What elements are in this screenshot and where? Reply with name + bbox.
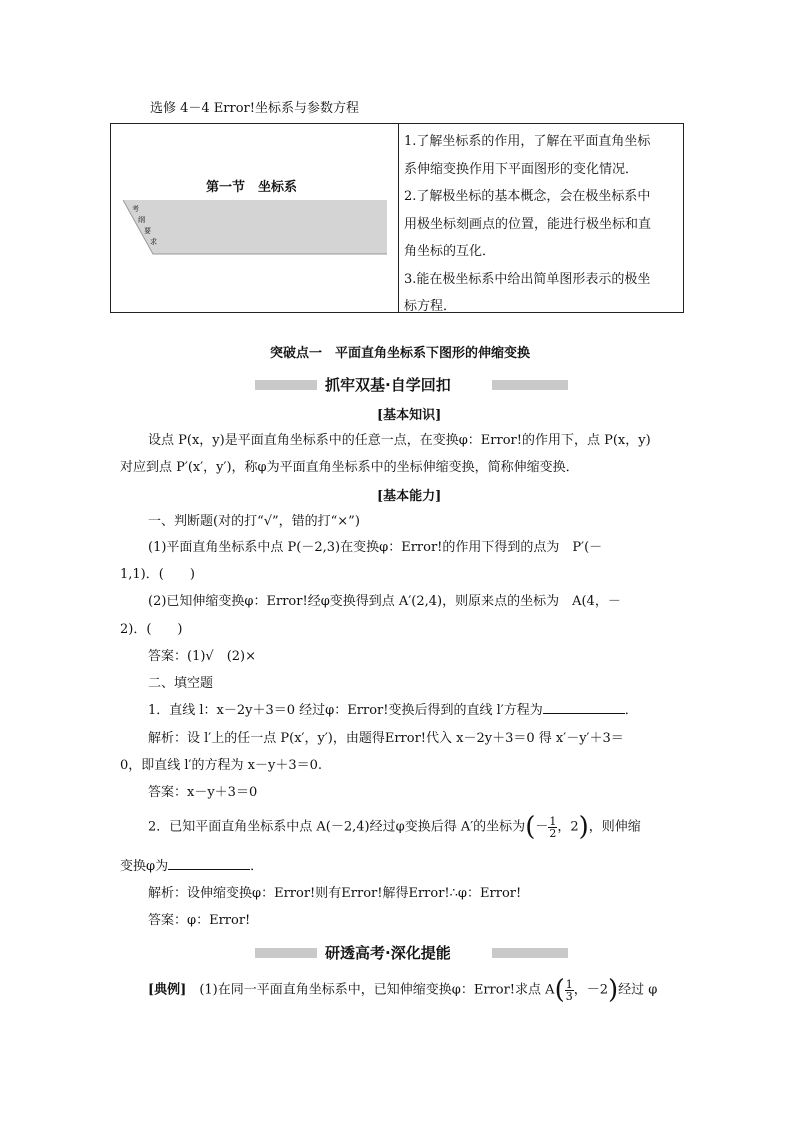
fraction-denominator: 3 [565, 989, 573, 1003]
tab-char-3: 要 [144, 227, 151, 235]
requirement-line: 用极坐标刻画点的位置，能进行极坐标和直 [404, 216, 652, 232]
example-line: [典例] (1)在同一平面直角坐标系中，已知伸缩变换φ：Error!求点 A( $\frac{1}{3}$，－2)经过 φ [148, 975, 658, 1005]
fraction-numerator: 1 [549, 814, 557, 828]
judge-q2-line1: (2)已知伸缩变换φ：Error!经φ变换得到点 A′(2,4)，则原来点的坐标为 A(4，－ [148, 594, 621, 609]
judge-q1-line1: (1)平面直角坐标系中点 P(－2,3)在变换φ：Error!的作用下得到的点为 P′(－ [148, 540, 603, 555]
fraction-denominator: 2 [549, 826, 557, 840]
knowledge-line-2: 对应到点 P′(x′，y′)，称φ为平面直角坐标系中的坐标伸缩变换，简称伸缩变换． [120, 460, 579, 475]
coord-tail: ，－2 [573, 982, 608, 998]
banner-left-text: 研透高考· [325, 944, 391, 962]
basic-ability-label: [基本能力] [377, 489, 442, 504]
fill-q1-solution-line2: 0，即直线 l′的方程为 x－y＋3＝0. [120, 758, 322, 773]
fill-q2-answer: 答案：φ：Error! [148, 913, 251, 928]
fill-q2-line2-end: ． [250, 859, 264, 874]
knowledge-line-1: 设点 P(x，y)是平面直角坐标系中的任意一点，在变换φ：Error!的作用下，点 P(x，y) [148, 433, 651, 448]
banner-left-text: 抓牢双基· [325, 376, 391, 394]
syllabus-table [110, 123, 684, 313]
tab-char-4: 求 [150, 238, 157, 246]
fill-q2-line1: 2．已知平面直角坐标系中点 A(－2,4)经过φ变换后得 A′的坐标为(－ $\frac{1}{2}$，2)，则伸缩 [148, 812, 641, 842]
fill-q2-text-after: ，则伸缩 [588, 819, 641, 835]
banner-right-text: 自学回扣 [390, 376, 451, 394]
coord-tail: ，2 [557, 819, 579, 835]
syllabus-tab-shape [123, 200, 389, 258]
banner-right-text: 深化提能 [390, 944, 451, 962]
requirement-line: 3.能在极坐标系中给出简单图形表示的极坐 [404, 271, 651, 287]
fill-q1-solution-line1: 解析：设 l′上的任一点 P(x′，y′)，由题得Error!代入 x－2y＋3＝0 得 x′－y′＋3＝ [148, 731, 624, 746]
example-label: [典例] [148, 982, 187, 998]
fraction [565, 979, 574, 1002]
fill-q1-answer: 答案：x－y＋3＝0 [148, 785, 258, 800]
banner-deepen [255, 942, 568, 962]
fill-q1-end: ． [624, 703, 638, 718]
tab-char-2: 纲 [138, 216, 145, 224]
fill-q1 [148, 699, 638, 718]
chapter-title: 选修 4－4 Error!坐标系与参数方程 [150, 101, 359, 116]
fill-title: 二、填空题 [148, 676, 214, 691]
answer-blank [168, 857, 250, 870]
basic-knowledge-label: [基本知识] [377, 408, 442, 423]
fill-q1-text: 1．直线 l：x－2y＋3＝0 经过φ：Error!变换后得到的直线 l′方程为 [148, 703, 543, 718]
requirements-list [404, 128, 651, 321]
example-text-after: 经过 φ [618, 982, 658, 998]
fraction [548, 816, 557, 839]
section-title: 第一节 坐标系 [206, 180, 298, 195]
banner-self-study [255, 374, 568, 394]
requirement-line: 1.了解坐标系的作用，了解在平面直角坐标 [404, 134, 651, 149]
example-text: (1)在同一平面直角坐标系中，已知伸缩变换φ：Error!求点 A [199, 982, 555, 998]
fill-q2-line2 [120, 855, 263, 874]
table-divider [398, 124, 399, 312]
judge-title: 一、判断题(对的打“√”，错的打“×”) [148, 514, 360, 529]
point-heading: 突破点一 平面直角坐标系下图形的伸缩变换 [270, 346, 531, 361]
fill-q2-line2-text: 变换φ为 [120, 859, 169, 874]
requirement-line: 2.了解极坐标的基本概念，会在极坐标系中 [404, 189, 651, 204]
requirement-line: 角坐标的互化． [404, 244, 496, 259]
judge-answer: 答案：(1)√ (2)× [148, 649, 257, 664]
fill-q2-solution: 解析：设伸缩变换φ：Error!则有Error!解得Error!∴φ：Error! [148, 886, 522, 901]
judge-q2-line2: 2)．( ) [120, 622, 183, 637]
requirement-line: 标方程． [404, 299, 457, 314]
answer-blank [543, 701, 625, 714]
fraction-numerator: 1 [565, 977, 573, 991]
requirement-line: 系伸缩变换作用下平面图形的变化情况． [404, 161, 639, 177]
tab-char-1: 考 [132, 205, 139, 213]
judge-q1-line2: 1,1)．( ) [120, 567, 195, 582]
fill-q2-text: 2．已知平面直角坐标系中点 A(－2,4)经过φ变换后得 A′的坐标为 [148, 819, 526, 835]
